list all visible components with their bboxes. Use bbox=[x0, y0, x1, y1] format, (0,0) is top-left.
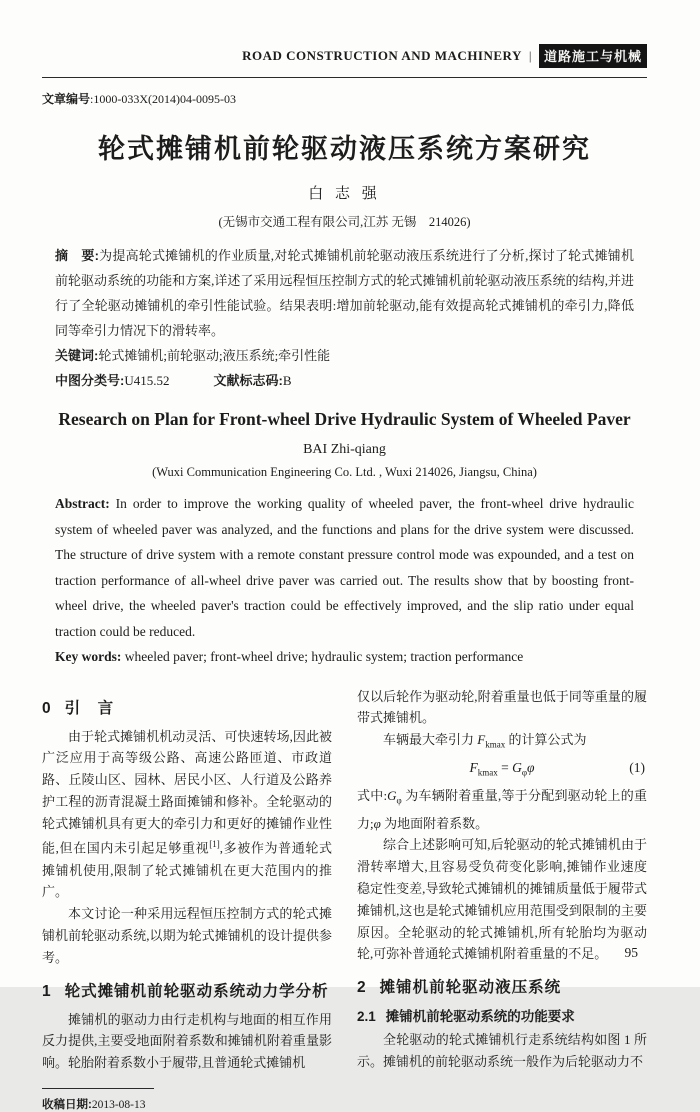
equation-1 bbox=[357, 757, 647, 784]
equation-number: (1) bbox=[629, 760, 645, 776]
affiliation-chinese: (无锡市交通工程有限公司,江苏 无锡 214026) bbox=[218, 215, 471, 229]
header-rule bbox=[42, 77, 647, 78]
variable-G-subscript: φ bbox=[521, 768, 528, 779]
paragraph-text: 由于轮式摊铺机机动灵活、可快速转场,因此被广泛应用于高等级公路、高速公路匝道、市政道路、丘陵山区、园林、居民小区、人行道及公路养护工程的沥青混凝土路面摊铺和修补。全轮驱动的轮式摊铺机具有更大的牵引力和更好的摊铺作业性能,但在国内未引起足够重视 bbox=[42, 728, 332, 856]
left-column bbox=[42, 686, 332, 1112]
variable-F-subscript: kmax bbox=[477, 768, 498, 779]
received-date-label: 收稿日期: bbox=[42, 1098, 92, 1111]
variable-F: F bbox=[477, 732, 486, 748]
author-english: BAI Zhi-qiang bbox=[303, 442, 386, 457]
received-date-line bbox=[42, 1096, 332, 1112]
journal-header bbox=[42, 44, 647, 68]
paragraph-text: 为地面附着系数。 bbox=[380, 815, 489, 831]
author-chinese: 白 志 强 bbox=[308, 186, 381, 202]
section-2-1-heading bbox=[357, 1005, 647, 1025]
paragraph-text: 为车辆附着重量,等于分配到驱动轮上的重力; bbox=[357, 788, 647, 831]
section-2-heading bbox=[357, 975, 647, 997]
paragraph-analysis: 综合上述影响可知,后轮驱动的轮式摊铺机由于滑转率增大,且容易受负荷变化影响,摊铺作业速度稳定性变差,导致轮式摊铺机的摊铺质量低于履带式摊铺机,这也是轮式摊铺机应用范围受到限制的主要原因。全轮驱动的轮式摊铺机,所有轮胎均为驱动轮,可弥补普通轮式摊铺机附着重量的不足。 bbox=[357, 837, 647, 962]
keywords-chinese-text: 轮式摊铺机;前轮驱动;液压系统;牵引性能 bbox=[98, 348, 331, 363]
section-1-number: 1 bbox=[42, 982, 51, 1000]
variable-G-subscript: φ bbox=[396, 795, 402, 806]
formula-where-line bbox=[357, 785, 647, 834]
section-0-heading bbox=[42, 696, 332, 718]
keywords-english-label: Key words: bbox=[55, 649, 122, 664]
abstract-chinese-label: 摘 要: bbox=[55, 248, 99, 263]
clc-value: U415.52 bbox=[124, 373, 170, 388]
paragraph-text: ,多被作为普通轮式摊铺机使用,限制了轮式摊铺机在更大范围内的推广。 bbox=[42, 840, 332, 900]
doc-code-label: 文献标志码: bbox=[213, 373, 283, 388]
paragraph-continued: 仅以后轮作为驱动轮,附着重量也低于同等重量的履带式摊铺机。 bbox=[357, 688, 647, 726]
abstract-english-text: In order to improve the working quality of wheeled paver, the front-wheel drive hydraulic system of wheeled paver was analyzed, and the functions and plans for the drive system were discussed. The structure of drive system with a remote constant pressure control mode was expounded, and a test on traction performance of all-wheel drive paver was carried out. The results show that by boosting front-wheel drive, the wheeled paver's traction could be effectively improved, and the slip ratio under equal traction could be reduced. bbox=[55, 496, 635, 639]
paper-title-chinese: 轮式摊铺机前轮驱动液压系统方案研究 bbox=[98, 134, 591, 164]
paragraph-text: 式中: bbox=[357, 788, 388, 804]
citation-ref-1: [1] bbox=[209, 839, 220, 850]
section-0-number: 0 bbox=[42, 699, 51, 717]
page-number: 95 bbox=[624, 945, 638, 960]
paragraph-intro-1 bbox=[42, 726, 332, 904]
abstract-chinese-text: 为提高轮式摊铺机的作业质量,对轮式摊铺机前轮驱动液压系统进行了分析,探讨了轮式摊铺机前轮驱动系统的功能和方案,详述了采用远程恒压控制方式的轮式摊铺机前轮驱动液压系统的结构,并进行了全轮驱动摊铺机的牵引性能试验。结果表明:增加前轮驱动,能有效提高轮式摊铺机的牵引力,降低同等牵引力情况下的滑转率。 bbox=[55, 248, 634, 338]
section-1-heading bbox=[42, 979, 332, 1001]
variable-G: G bbox=[512, 760, 522, 776]
variable-phi: φ bbox=[373, 815, 381, 831]
doc-code-value: B bbox=[282, 373, 292, 388]
header-separator: | bbox=[528, 48, 532, 63]
clc-label: 中图分类号: bbox=[55, 373, 125, 388]
classification-line bbox=[42, 368, 647, 393]
paragraph-section-1: 摊铺机的驱动力由行走机构与地面的相互作用反力提供,主要受地面附着系数和摊铺机附着重量影响。轮胎附着系数小于履带,且普通轮式摊铺机 bbox=[42, 1011, 332, 1071]
right-column bbox=[357, 686, 647, 1112]
formula-intro-line bbox=[357, 729, 647, 756]
abstract-english-label: Abstract: bbox=[55, 496, 110, 511]
paper-title-english: Research on Plan for Front-wheel Drive Hydraulic System of Wheeled Paver bbox=[58, 409, 631, 429]
section-2-number: 2 bbox=[357, 979, 366, 997]
article-number-line bbox=[42, 90, 647, 107]
equation-1-expression bbox=[469, 760, 535, 779]
section-2-1-title: 摊铺机前轮驱动系统的功能要求 bbox=[385, 1009, 575, 1025]
paragraph-intro-2: 本文讨论一种采用远程恒压控制方式的轮式摊铺机前轮驱动系统,以期为轮式摊铺机的设计提供参考。 bbox=[42, 906, 332, 965]
paragraph-text: 的计算公式为 bbox=[505, 732, 587, 748]
journal-name-chinese-badge: 道路施工与机械 bbox=[539, 44, 647, 68]
keywords-english bbox=[42, 644, 647, 670]
abstract-chinese bbox=[42, 243, 647, 343]
two-column-body bbox=[42, 686, 647, 1112]
variable-phi: φ bbox=[527, 760, 535, 776]
journal-name-english: ROAD CONSTRUCTION AND MACHINERY bbox=[242, 48, 522, 63]
paragraph-text: 车辆最大牵引力 bbox=[383, 732, 478, 748]
keywords-chinese bbox=[42, 343, 647, 368]
section-1-title: 轮式摊铺机前轮驱动系统动力学分析 bbox=[64, 982, 329, 1000]
footnote-rule bbox=[42, 1088, 154, 1089]
paragraph-section-2-1: 全轮驱动的轮式摊铺机行走系统结构如图 1 所示。摊铺机的前轮驱动系统一般作为后轮驱动力不 bbox=[357, 1032, 647, 1069]
equals-sign: = bbox=[497, 760, 513, 776]
article-number-label: 文章编号 bbox=[42, 92, 91, 106]
affiliation-english: (Wuxi Communication Engineering Co. Ltd. , Wuxi 214026, Jiangsu, China) bbox=[152, 465, 537, 479]
abstract-english bbox=[42, 491, 647, 644]
section-0-title: 引 言 bbox=[64, 699, 115, 717]
section-2-title: 摊铺机前轮驱动液压系统 bbox=[379, 979, 562, 997]
variable-G: G bbox=[387, 788, 397, 804]
keywords-chinese-label: 关键词: bbox=[55, 348, 99, 363]
received-date-value: 2013-08-13 bbox=[91, 1098, 146, 1111]
article-number-value: :1000-033X(2014)04-0095-03 bbox=[90, 92, 236, 106]
variable-F: F bbox=[469, 760, 478, 776]
variable-F-subscript: kmax bbox=[485, 739, 506, 750]
keywords-english-text: wheeled paver; front-wheel drive; hydraulic system; traction performance bbox=[124, 649, 524, 664]
section-2-1-number: 2.1 bbox=[357, 1009, 376, 1025]
footnote-area bbox=[42, 1088, 332, 1112]
